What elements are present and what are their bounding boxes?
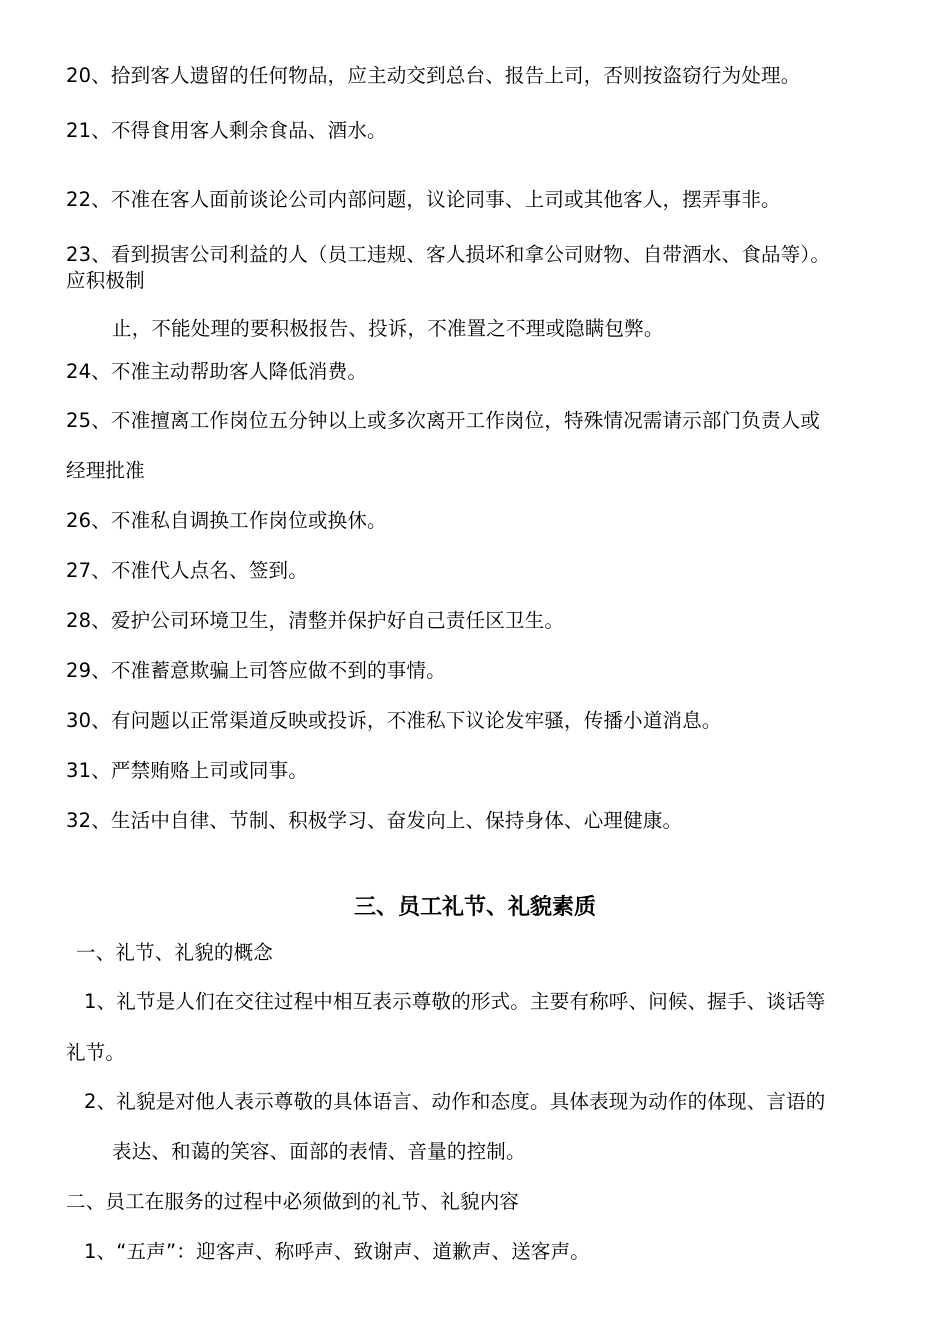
section-title: 三、员工礼节、礼貌素质 [353, 895, 596, 920]
concept-item-1-cont: 礼节。 [66, 1041, 126, 1064]
concept-item-2-cont: 表达、和蔼的笑容、面部的表情、音量的控制。 [112, 1140, 526, 1163]
rule-25: 25、不准擅离工作岗位五分钟以上或多次离开工作岗位，特殊情况需请示部门负责人或 [66, 409, 821, 432]
rule-27: 27、不准代人点名、签到。 [66, 559, 308, 582]
rule-20: 20、拾到客人遗留的任何物品，应主动交到总台、报告上司，否则按盗窃行为处理。 [66, 64, 801, 87]
rule-24: 24、不准主动帮助客人降低消费。 [66, 360, 368, 383]
rule-23-cont-1: 应积极制 [66, 269, 145, 292]
concept-item-1: 1、礼节是人们在交往过程中相互表示尊敬的形式。主要有称呼、问候、握手、谈话等 [84, 990, 826, 1013]
rule-28: 28、爱护公司环境卫生，清整并保护好自己责任区卫生。 [66, 609, 565, 632]
rule-26: 26、不准私自调换工作岗位或换休。 [66, 509, 387, 532]
rule-29: 29、不准蓄意欺骗上司答应做不到的事情。 [66, 659, 446, 682]
etiquette-item-1: 1、“五声”：迎客声、称呼声、致谢声、道歉声、送客声。 [84, 1240, 591, 1263]
rule-25-cont: 经理批准 [66, 459, 145, 482]
rule-21: 21、不得食用客人剩余食品、酒水。 [66, 119, 387, 142]
rule-23: 23、看到损害公司利益的人（员工违规、客人损坏和拿公司财物、自带酒水、食品等）。 [66, 243, 831, 266]
rule-32: 32、生活中自律、节制、积极学习、奋发向上、保持身体、心理健康。 [66, 809, 683, 832]
concept-item-2: 2、礼貌是对他人表示尊敬的具体语言、动作和态度。具体表现为动作的体现、言语的 [84, 1090, 826, 1113]
subsection-concept: 一、礼节、礼貌的概念 [76, 941, 274, 964]
rule-30: 30、有问题以正常渠道反映或投诉，不准私下议论发牢骚，传播小道消息。 [66, 709, 722, 732]
rule-23-cont-2: 止，不能处理的要积极报告、投诉，不准置之不理或隐瞒包弊。 [112, 317, 664, 340]
subsection-service-etiquette: 二、员工在服务的过程中必须做到的礼节、礼貌内容 [66, 1190, 520, 1213]
rule-31: 31、严禁贿赂上司或同事。 [66, 759, 308, 782]
rule-22: 22、不准在客人面前谈论公司内部问题，议论同事、上司或其他客人，摆弄事非。 [66, 188, 781, 211]
